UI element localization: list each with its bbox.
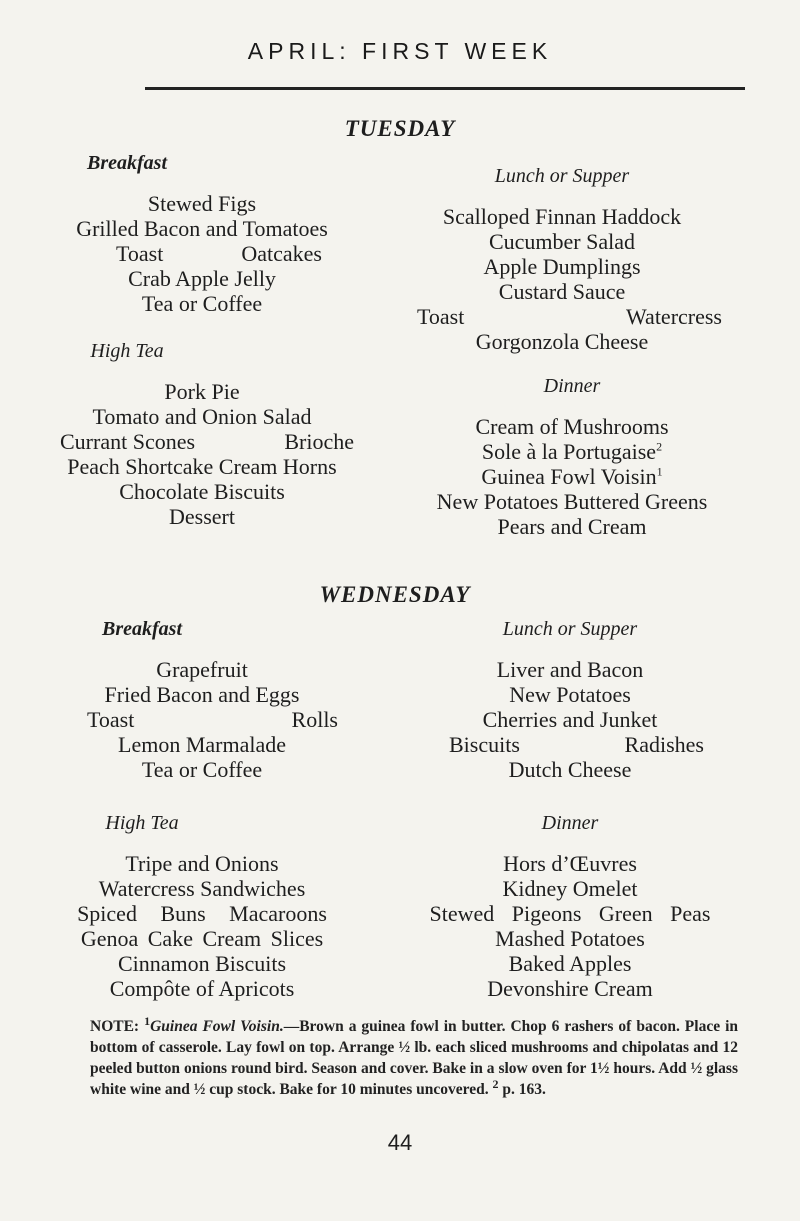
menu-item: Tea or Coffee [141, 757, 263, 782]
menu-item: Stewed Pigeons Green Peas [429, 901, 711, 926]
menu-item: Scalloped Finnan Haddock [442, 204, 682, 229]
menu-item: Mashed Potatoes [495, 926, 645, 951]
footnote-ref: 1 [144, 1013, 151, 1028]
tuesday-high-tea [42, 340, 362, 529]
menu-item: Cream of Mushrooms [475, 414, 669, 439]
menu-item: Toast [116, 241, 164, 266]
menu-item: Tomato and Onion Salad [92, 404, 312, 429]
header-rule [145, 87, 745, 90]
wednesday-lunch-or-supper [420, 618, 720, 782]
tuesday-breakfast [52, 152, 352, 316]
note-text: —Brown a guinea fowl in butter. Chop 6 rashers of bacon. Place in bottom of casserole. Lay fowl on top. Arrange ½ lb. each sliced mushrooms and chipolatas and 12 peeled button onions round bird. Season and cover. Bake in a slow oven for 1½ hours. Add ½ glass white wine and ½ cup stock. Bake for 10 minutes uncovered. [90, 1018, 739, 1098]
menu-item: Watercress [626, 304, 722, 329]
section-heading: High Tea [105, 812, 179, 834]
menu-item: Pears and Cream [497, 514, 647, 539]
menu-item: Kidney Omelet [502, 876, 638, 901]
menu-item-pair [42, 429, 362, 454]
menu-item: Tea or Coffee [141, 291, 263, 316]
menu-item: New Potatoes Buttered Greens [436, 489, 708, 514]
page-number: 44 [387, 1130, 413, 1155]
menu-item-text: Guinea Fowl Voisin [481, 464, 657, 489]
menu-item: Genoa Cake Cream Slices [80, 926, 324, 951]
menu-item-text: Sole à la Portugaise [481, 439, 657, 464]
menu-item: Compôte of Apricots [109, 976, 295, 1001]
menu-item: New Potatoes [509, 682, 631, 707]
menu-item: Grilled Bacon and Tomatoes [76, 216, 328, 241]
section-heading: Breakfast [102, 618, 182, 640]
day-title-tuesday: TUESDAY [344, 116, 456, 141]
menu-item: Biscuits [449, 732, 520, 757]
menu-item: Cinnamon Biscuits [117, 951, 287, 976]
footnote-ref: 1 [656, 464, 663, 479]
section-heading: Lunch or Supper [494, 165, 630, 187]
menu-item: Baked Apples [508, 951, 632, 976]
menu-item: Apple Dumplings [483, 254, 641, 279]
menu-item: Currant Scones [60, 429, 196, 454]
menu-item: Spiced Buns Macaroons [77, 901, 327, 926]
footnote [90, 1013, 739, 1100]
menu-item: Grapefruit [156, 657, 248, 682]
footnote-ref: 2 [492, 1076, 499, 1091]
menu-item: Chocolate Biscuits [119, 479, 285, 504]
wednesday-high-tea [52, 812, 352, 1001]
menu-item: Gorgonzola Cheese [475, 329, 649, 354]
tuesday-dinner [392, 375, 752, 539]
menu-item-pair [402, 304, 722, 329]
menu-item: Devonshire Cream [487, 976, 653, 1001]
menu-item: Dessert [169, 504, 235, 529]
menu-item: Radishes [624, 732, 704, 757]
menu-item-pair [52, 241, 352, 266]
menu-item: Pork Pie [164, 379, 240, 404]
menu-item: Custard Sauce [498, 279, 626, 304]
menu-item: Cucumber Salad [488, 229, 636, 254]
menu-item: Stewed Figs [147, 191, 257, 216]
section-heading: Dinner [543, 375, 601, 397]
menu-item: Rolls [291, 707, 338, 732]
menu-item: Oatcakes [241, 241, 322, 266]
running-head: APRIL: FIRST WEEK [247, 38, 553, 64]
section-heading: High Tea [90, 340, 164, 362]
menu-item [392, 464, 752, 489]
wednesday-breakfast [52, 618, 352, 782]
menu-item: Toast [87, 707, 135, 732]
note-recipe-title: Guinea Fowl Voisin. [150, 1018, 284, 1035]
day-title-wednesday: WEDNESDAY [319, 582, 471, 607]
menu-item-pair [52, 707, 352, 732]
menu-item: Tripe and Onions [125, 851, 279, 876]
menu-item: Peach Shortcake Cream Horns [67, 454, 337, 479]
menu-item: Toast [417, 304, 465, 329]
menu-item: Hors d’Œuvres [503, 851, 637, 876]
footnote-ref: 2 [656, 439, 663, 454]
menu-item-pair [420, 732, 720, 757]
menu-item: Watercress Sandwiches [98, 876, 306, 901]
menu-item: Dutch Cheese [508, 757, 632, 782]
section-heading: Dinner [541, 812, 599, 834]
section-heading: Breakfast [87, 152, 167, 174]
section-heading: Lunch or Supper [502, 618, 638, 640]
menu-item: Brioche [284, 429, 354, 454]
menu-item: Cherries and Junket [482, 707, 658, 732]
wednesday-dinner [400, 812, 740, 1001]
note-label: NOTE: [90, 1018, 140, 1035]
menu-item [392, 439, 752, 464]
menu-item: Lemon Marmalade [118, 732, 286, 757]
menu-item: Fried Bacon and Eggs [104, 682, 300, 707]
menu-item: Liver and Bacon [496, 657, 644, 682]
menu-item: Crab Apple Jelly [128, 266, 276, 291]
tuesday-lunch-or-supper [402, 165, 722, 354]
note-page-ref: p. 163. [502, 1081, 546, 1098]
